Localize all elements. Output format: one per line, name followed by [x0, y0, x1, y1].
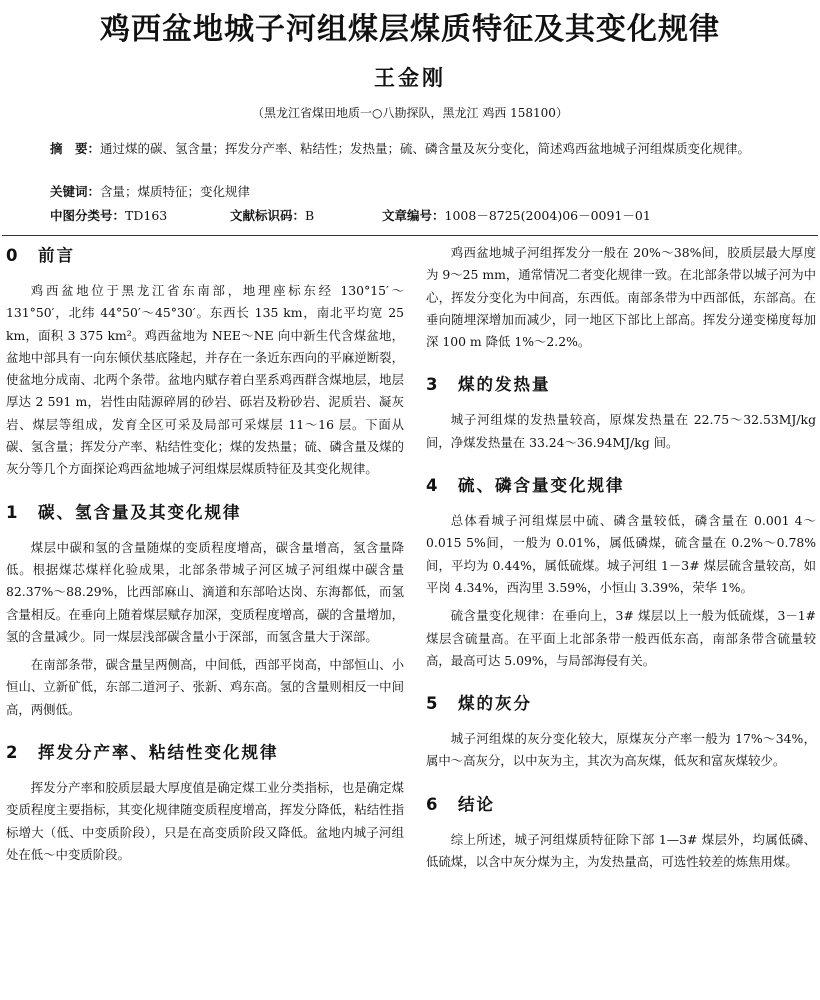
section-heading	[426, 371, 816, 395]
abstract-text: 通过煤的碳、氢含量；挥发分产率、粘结性；发热量；硫、磷含量及灰分变化，简述鸡西盆地城子河组煤质变化规律。	[100, 141, 751, 156]
section-heading	[6, 242, 404, 266]
keywords	[50, 181, 800, 202]
keywords-text: 含量；煤质特征；变化规律	[100, 184, 251, 199]
section-title: 碳、氢含量及其变化规律	[38, 502, 242, 522]
section-number: 2	[6, 743, 18, 763]
article-number-value: 1008－8725(2004)06－0091－01	[444, 208, 651, 223]
abstract	[50, 138, 800, 159]
body-paragraph: 挥发分产率和胶质层最大厚度值是确定煤工业分类指标，也是确定煤变质程度主要指标，其变化规律随变质程度增高，挥发分降低，粘结性指标增大（低、中变质阶段），只是在高变质阶段又降低。盆地内城子河组处在低～中变质阶段。	[6, 780, 404, 862]
clc-value: TD163	[125, 208, 168, 223]
section-title: 前言	[38, 246, 75, 265]
body-paragraph: 在南部条带，碳含量呈两侧高，中间低，西部平岗高，中部恒山、小恒山、立新矿低，东部二道河子、张新、鸡东高。氢的含量则相反一中间高，两侧低。	[6, 657, 404, 717]
keywords-label: 关键词：	[50, 184, 101, 199]
section-number: 6	[426, 794, 438, 814]
article-title: 鸡西盆地城子河组煤层煤质特征及其变化规律	[100, 12, 720, 47]
body-paragraph: 城子河组煤的灰分变化较大，原煤灰分产率一般为 17%～34%，属中～高灰分，以中灰为主，其次为高灰煤，低灰和富灰煤较少。	[426, 731, 816, 769]
header-divider	[2, 235, 818, 236]
section-heading	[6, 739, 404, 763]
document-code-label: 文献标识码：	[230, 208, 306, 223]
section-number: 3	[426, 375, 438, 395]
section-title: 煤的灰分	[458, 694, 532, 714]
body-paragraph: 鸡西盆地城子河组挥发分一般在 20%～38%间，胶质层最大厚度为 9～25 mm，通常情况二者变化规律一致。在北部条带以城子河为中心，挥发分变化为中间高，东西低。南部条带为中西部低，东部高。在垂向随埋深增加而减少，同一地区下部比上部高。挥发分递变梯度每加深 100 m 降低 1%～2.2%。	[426, 245, 816, 350]
clc-number	[50, 205, 168, 226]
document-code	[230, 205, 315, 226]
section-heading	[6, 499, 404, 523]
body-paragraph: 城子河组煤的发热量较高，原煤发热量在 22.75～32.53MJ/kg 间，净煤发热量在 33.24～36.94MJ/kg 间。	[426, 412, 816, 450]
section-title: 结论	[458, 794, 495, 814]
author-affiliation: （黑龙江省煤田地质一○八勘探队，黑龙江 鸡西 158100）	[252, 106, 568, 120]
clc-label: 中图分类号：	[50, 208, 126, 223]
article-number-label: 文章编号：	[382, 208, 445, 223]
body-paragraph: 煤层中碳和氢的含量随煤的变质程度增高，碳含量增高，氢含量降低。根据煤芯煤样化验成果，北部条带城子河区城子河组煤中碳含量 82.37%～88.29%，比西部麻山、滴道和东部哈达岗、东海都低，而氢含量相反。在垂向上随着煤层赋存加深，变质程度增高，碳的含量增加，氢的含量减少。同一煤层浅部碳含量小于深部，而氢含量大于深部。	[6, 539, 404, 644]
body-paragraph: 鸡西盆地位于黑龙江省东南部，地理座标东经 130°15′～131°50′，北纬 44°50′～45°30′。东西长 135 km，南北平均宽 25 km，面积 3 375 km²。鸡西盆地为 NEE～NE 向中新生代含煤盆地，盆地中部具有一向东倾伏基底隆起，并存在一条近东西向的平麻逆断裂，使盆地分成南、北两个条带。盆地内赋存着白垩系鸡西群含煤地层，地层厚达 2 591 m，岩性由陆源碎屑的砂岩、砾岩及粉砂岩、泥质岩、凝灰岩、煤层等组成，发育全区可采及局部可采煤层 11～16 层。下面从碳、氢含量；挥发分产率、粘结性变化；煤的发热量；硫、磷含量及煤的灰分等几个方面探论鸡西盆地城子河组煤层煤质特征及其变化规律。	[6, 283, 404, 477]
document-code-value: B	[305, 208, 315, 223]
section-heading	[426, 690, 816, 714]
author-name: 王金刚	[374, 65, 446, 90]
article-number	[382, 205, 651, 226]
section-title: 硫、磷含量变化规律	[458, 476, 625, 496]
body-paragraph: 硫含量变化规律：在垂向上，3# 煤层以上一般为低硫煤，3－1# 煤层含硫量高。在平面上北部条带一般西低东高，南部条带含硫量较高，最高可达 5.09%，与局部海侵有关。	[426, 608, 816, 668]
section-number: 5	[426, 694, 438, 714]
section-heading	[426, 472, 816, 496]
section-heading	[426, 791, 816, 815]
body-paragraph: 综上所述，城子河组煤质特征除下部 1—3# 煤层外，均属低磷、低硫煤，以含中灰分煤为主，为发热量高，可选性较差的炼焦用煤。	[426, 831, 816, 870]
section-title: 煤的发热量	[458, 375, 551, 395]
abstract-label: 摘 要：	[50, 141, 101, 156]
section-number: 0	[6, 246, 18, 265]
section-number: 4	[426, 476, 438, 496]
body-paragraph: 总体看城子河组煤层中硫、磷含量较低，磷含量在 0.001 4～0.015 5%间，一般为 0.01%，属低磷煤，硫含量在 0.2%～0.78%间，平均为 0.44%，属低硫煤。城子河组 1－3# 煤层硫含量较高，如平岗 4.34%，西沟里 3.59%，小恒山 3.39%，荣华 1%。	[426, 513, 816, 595]
section-number: 1	[6, 502, 18, 522]
section-title: 挥发分产率、粘结性变化规律	[38, 743, 279, 763]
right-column	[426, 242, 816, 873]
left-column	[6, 242, 404, 866]
